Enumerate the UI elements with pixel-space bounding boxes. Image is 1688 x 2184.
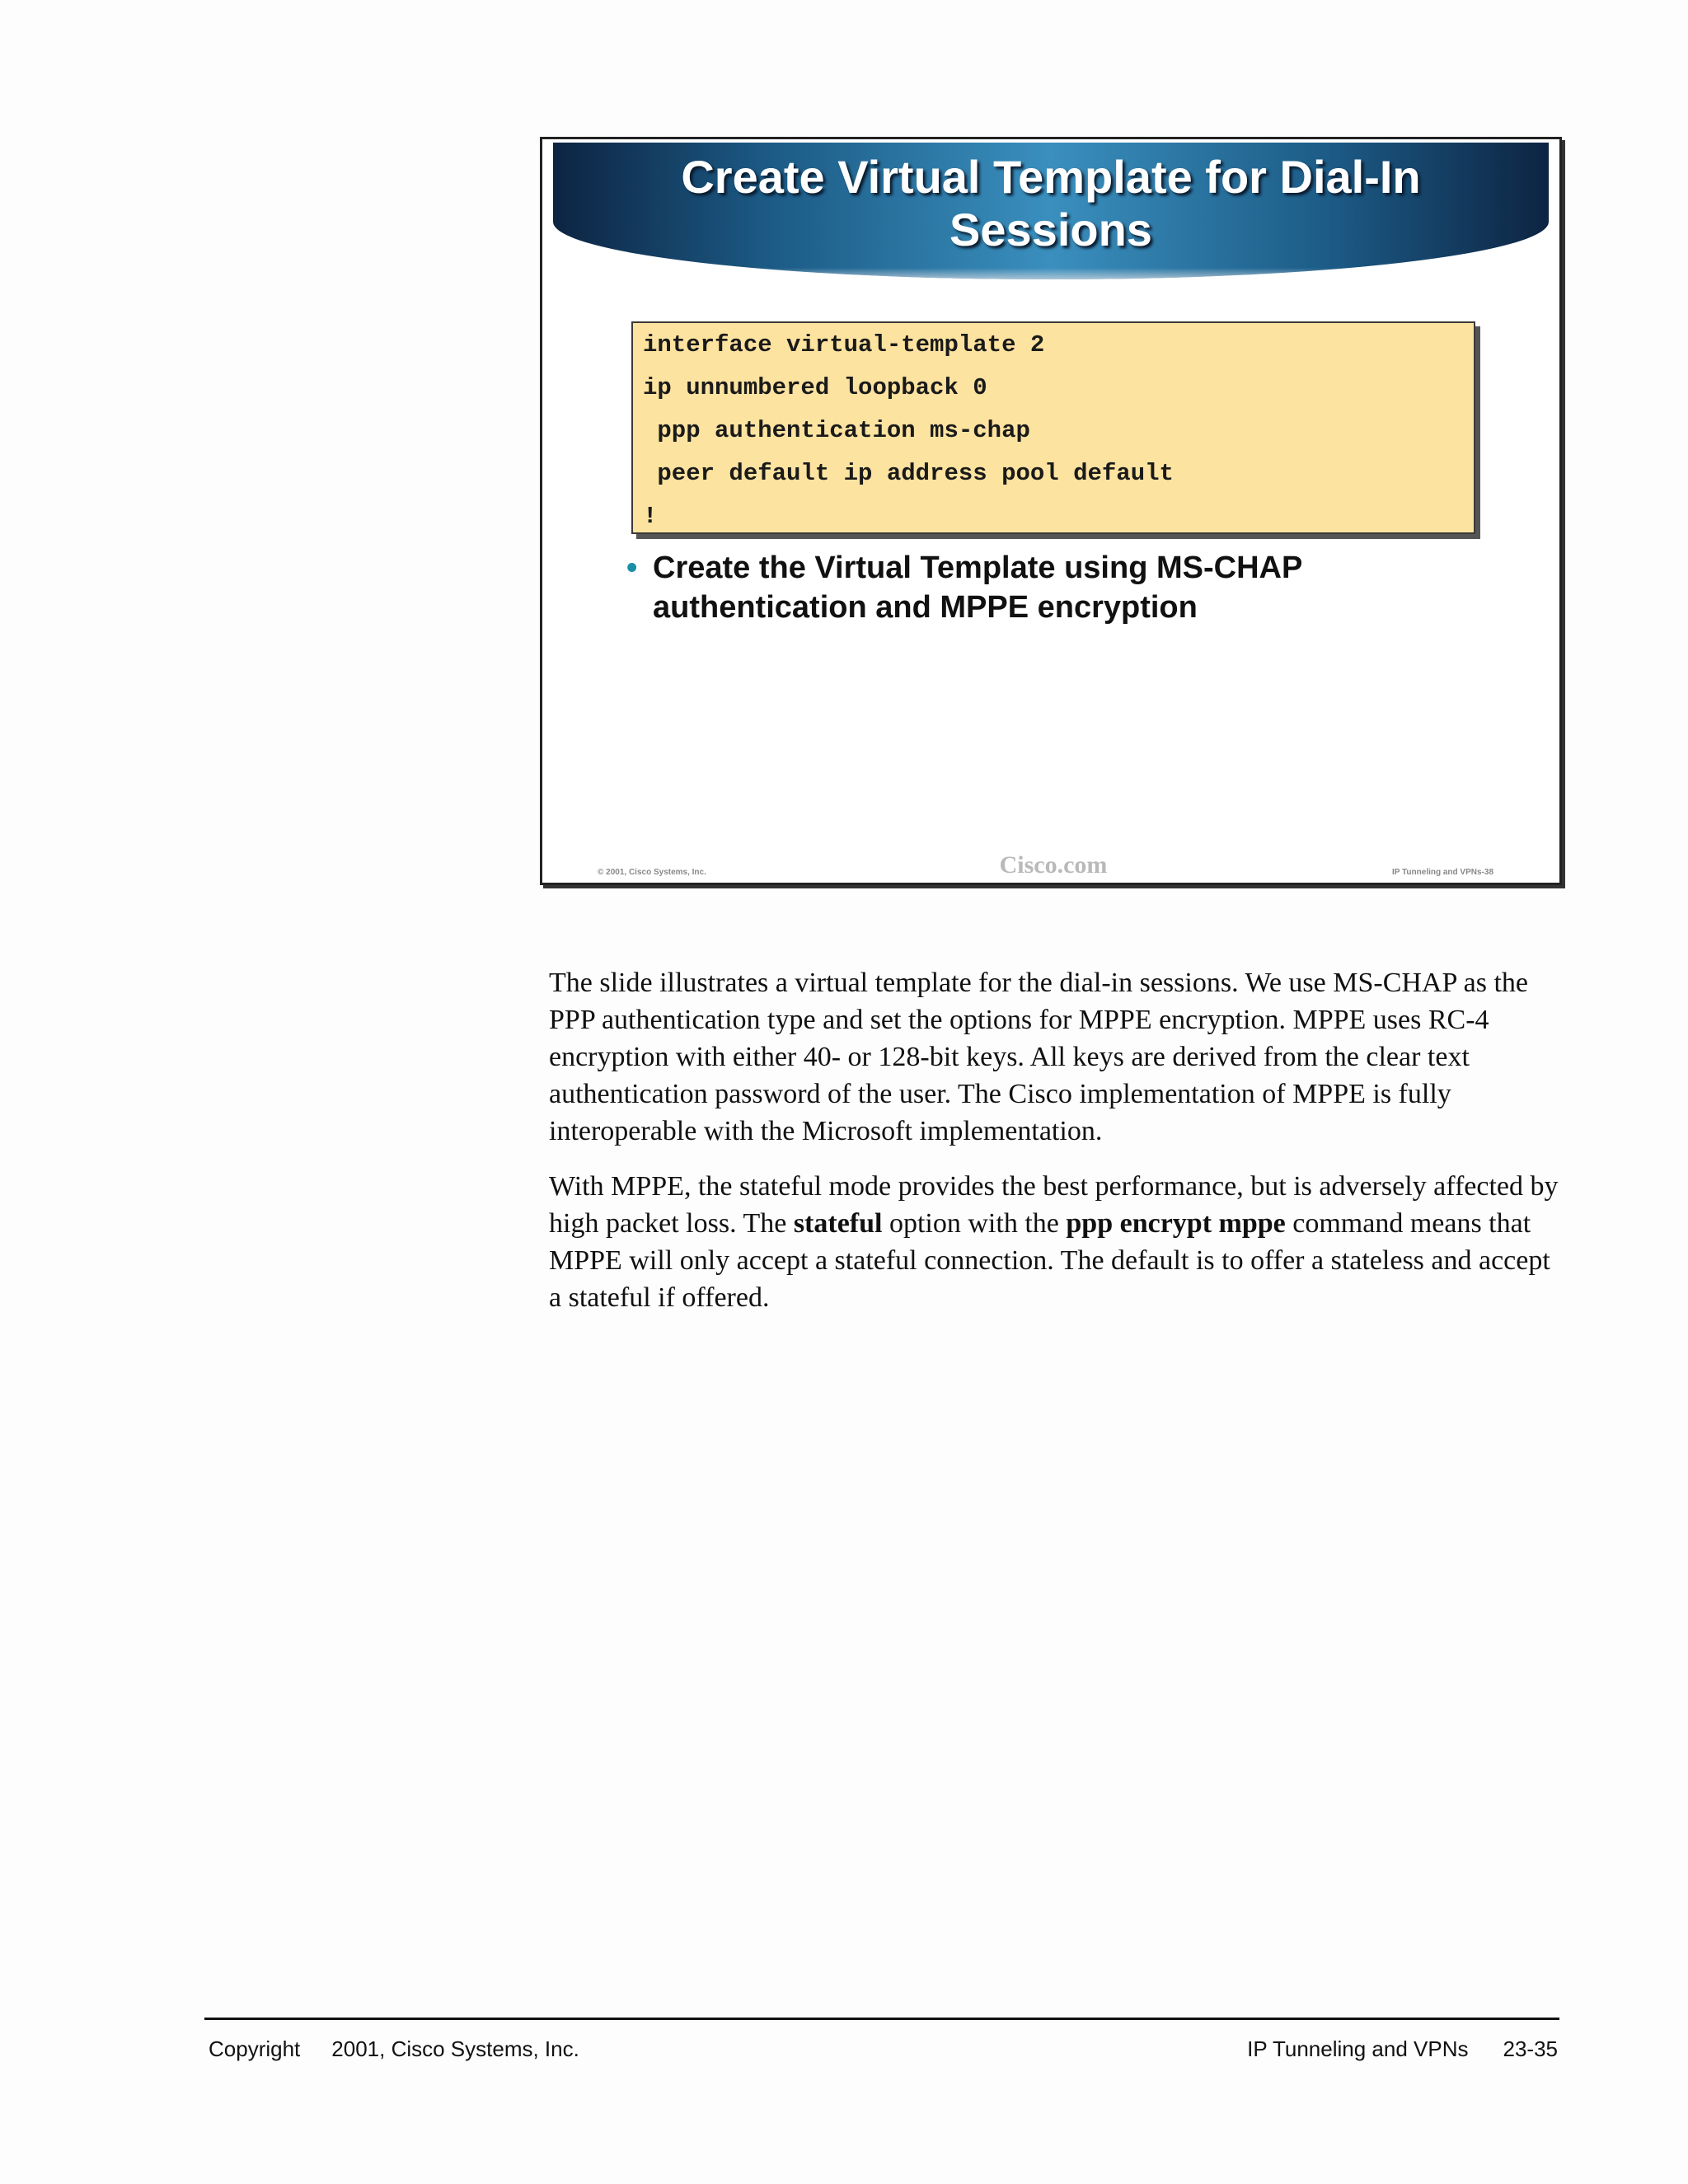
copyright-text: 2001, Cisco Systems, Inc. <box>331 2036 579 2061</box>
body-text <box>549 964 1566 1334</box>
page-course-info <box>1247 2036 1558 2062</box>
slide-bullet <box>626 548 1500 627</box>
code-line: ip unnumbered loopback 0 <box>643 374 987 401</box>
code-line: interface virtual-template 2 <box>643 331 1045 359</box>
bullet-text: Create the Virtual Template using MS-CHAP authentication and MPPE encryption <box>653 551 1302 625</box>
cisco-logo: Cisco.com <box>999 851 1108 879</box>
text-run: With MPPE, the stateful mode provides the best performance, but is adversely affected by high packet loss. The <box>549 1171 1559 1239</box>
copyright-label: Copyright <box>209 2036 301 2061</box>
code-line: ppp authentication ms-chap <box>643 417 1030 444</box>
slide-number: IP Tunneling and VPNs-38 <box>1392 868 1493 877</box>
footer-divider <box>204 2018 1559 2020</box>
bold-command: ppp encrypt mppe <box>1066 1208 1286 1239</box>
code-line: peer default ip address pool default <box>643 460 1174 487</box>
text-run: command means that MPPE will only accept a stateful connection. The default is to offer a stateless and accept a stateful if offered. <box>549 1208 1550 1313</box>
slide-title: Create Virtual Template for Dial-In Sessions <box>681 151 1421 255</box>
slide <box>540 137 1562 885</box>
code-line: ! <box>643 503 658 530</box>
bullet-dot-icon: • <box>626 551 638 585</box>
course-title: IP Tunneling and VPNs <box>1247 2036 1469 2061</box>
slide-title-banner <box>553 143 1549 279</box>
config-code-box <box>631 321 1475 534</box>
bold-term: stateful <box>793 1208 883 1239</box>
page-number: 23-35 <box>1503 2036 1558 2061</box>
page-copyright <box>209 2036 579 2062</box>
body-paragraph: The slide illustrates a virtual template for the dial-in sessions. We use MS-CHAP as the PPP authentication type and set the options for MPPE encryption. MPPE uses RC-4 encryption with either 40- or 128-bit keys. All keys are derived from the clear text authentication password of the user. The Cisco implementation of MPPE is fully interoperable with the Microsoft implementation. <box>549 968 1528 1146</box>
text-run: option with the <box>882 1208 1067 1239</box>
slide-copyright: © 2001, Cisco Systems, Inc. <box>598 868 706 877</box>
body-paragraph <box>549 1168 1566 1316</box>
